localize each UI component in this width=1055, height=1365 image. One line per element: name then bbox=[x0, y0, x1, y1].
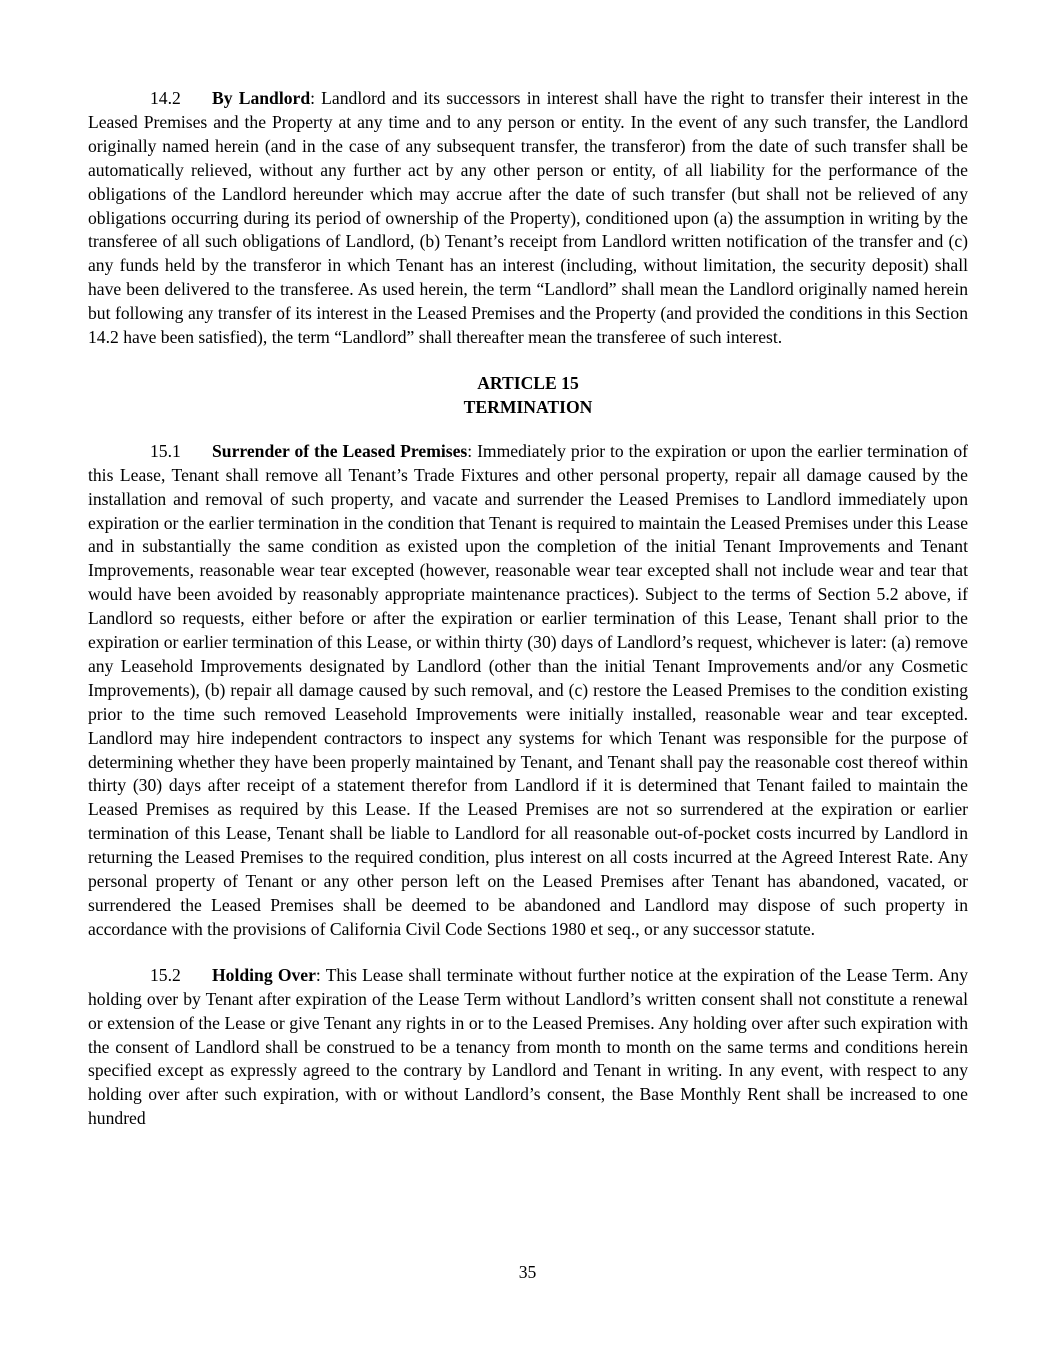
article-number: ARTICLE 15 bbox=[477, 372, 579, 393]
section-title: Holding Over bbox=[212, 964, 316, 985]
page-number: 35 bbox=[518, 1262, 537, 1282]
article-title: TERMINATION bbox=[463, 396, 593, 417]
section-body: : Immediately prior to the expiration or upon the earlier termination of this Lease, Tenant shall remove all Tenant’s Trade Fixtures and other personal property, repair all damage caused by the installation and removal of such property, and vacate and surrender the Leased Premises to Landlord immediately upon expiration or the earlier termination in the condition that Tenant is required to maintain the Leased Premises under this Lease and in substantially the same condition as existed upon the completion of the initial Tenant Improvements and Tenant Improvements, reasonable wear tear excepted (however, reasonable wear tear excepted shall not include wear and tear that would have been avoided by reasonably appropriate maintenance practices). Subject to the terms of Section 5.2 above, if Landlord so requests, either before or after the expiration or earlier termination of this Lease, Tenant shall prior to the expiration or earlier termination of this Lease, or within thirty (30) days of Landlord’s request, whichever is later: (a) remove any Leasehold Improvements designated by Landlord (other than the initial Tenant Improvements and/or any Cosmetic Improvements), (b) repair all damage caused by such removal, and (c) restore the Leased Premises to the condition existing prior to the time such removed Leasehold Improvements were initially installed, reasonable wear and tear excepted. Landlord may hire independent contractors to inspect any systems for which Tenant was responsible for the purpose of determining whether they have been properly maintained by Tenant, and Tenant shall pay the reasonable cost thereof within thirty (30) days after receipt of a statement therefor from Landlord if it is determined that Tenant failed to maintain the Leased Premises as required by this Lease. If the Leased Premises are not so surrendered at the expiration or earlier termination of this Lease, Tenant shall be liable to Landlord for all reasonable out-of-pocket costs incurred by Landlord in returning the Leased Premises to the required condition, plus interest on all costs incurred at the Agreed Interest Rate. Any personal property of Tenant or any other person left on the Leased Premises after Tenant has abandoned, vacated, or surrendered the Leased Premises shall be deemed to be abandoned and Landlord may dispose of such property in accordance with the provisions of California Civil Code Sections 1980 et seq., or any successor statute. bbox=[88, 440, 968, 939]
section-title: Surrender of the Leased Premises bbox=[212, 440, 468, 461]
section-14-2 bbox=[88, 87, 968, 350]
section-number: 15.1 bbox=[150, 440, 181, 461]
section-15-2 bbox=[88, 964, 968, 1131]
section-body: : This Lease shall terminate without further notice at the expiration of the Lease Term. Any holding over by Tenant after expiration of the Lease Term without Landlord’s written consent shall not constitute a renewal or extension of the Lease or give Tenant any rights in or to the Leased Premises. Any holding over after such expiration with the consent of Landlord shall be construed to be a tenancy from month to month on the same terms and conditions herein specified except as expressly agreed to the contrary by Landlord and Tenant in writing. In any event, with respect to any holding over after such expiration, with or without Landlord’s consent, the Base Monthly Rent shall be increased to one hundred bbox=[88, 964, 968, 1129]
section-body: : Landlord and its successors in interest shall have the right to transfer their interest in the Leased Premises and the Property at any time and to any person or entity. In the event of any such transfer, the Landlord originally named herein (and in the case of any subsequent transfer, the transferor) from the date of such transfer shall be automatically relieved, without any further act by any other person or entity, of all liability for the performance of the obligations of the Landlord hereunder which may accrue after the date of such transfer (but shall not be relieved of any obligations occurring during its period of ownership of the Property), conditioned upon (a) the assumption in writing by the transferee of all such obligations of Landlord, (b) Tenant’s receipt from Landlord written notification of the transfer and (c) any funds held by the transferor in which Tenant has an interest (including, without limitation, the security deposit) shall have been delivered to the transferee. As used herein, the term “Landlord” shall mean the Landlord originally named herein but following any transfer of its interest in the Leased Premises and the Property (and provided the conditions in this Section 14.2 have been satisfied), the term “Landlord” shall thereafter mean the transferee of such interest. bbox=[88, 88, 969, 348]
document-page bbox=[88, 87, 968, 1131]
section-15-1 bbox=[88, 440, 968, 942]
section-title: By Landlord bbox=[212, 88, 311, 108]
section-number: 15.2 bbox=[150, 964, 181, 985]
section-number: 14.2 bbox=[150, 88, 181, 108]
